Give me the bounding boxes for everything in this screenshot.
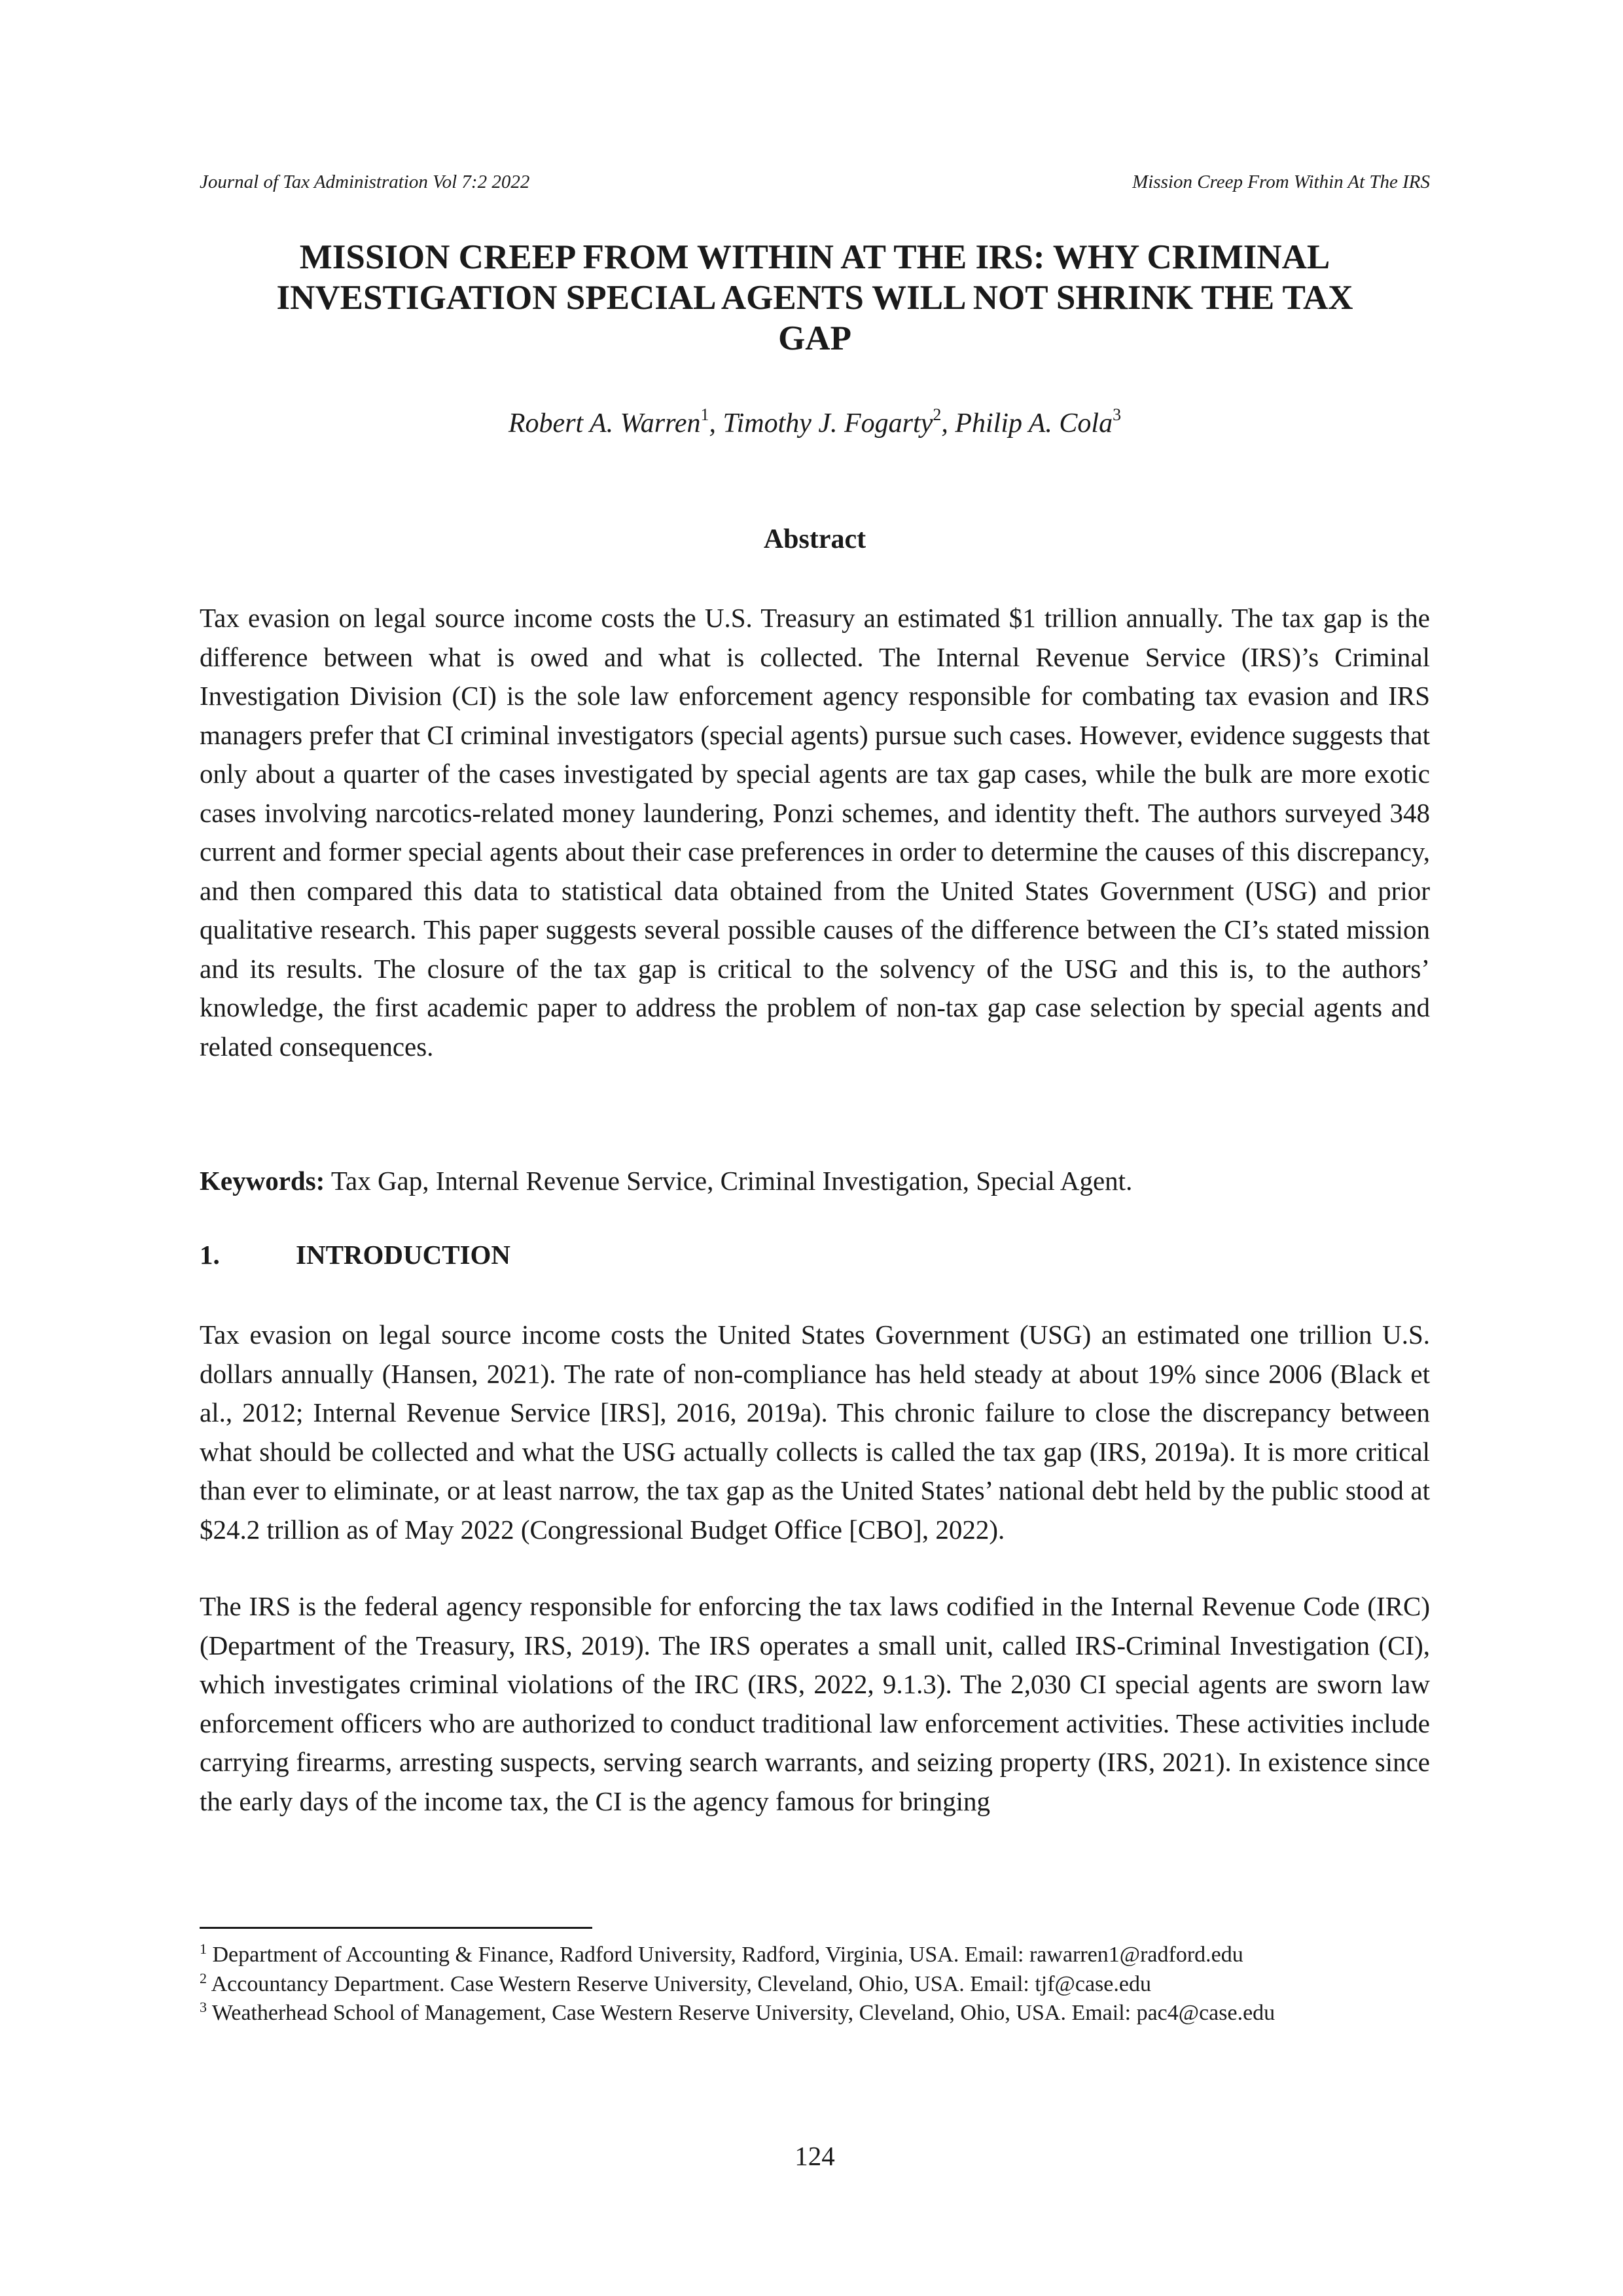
affiliation-mark: 3 [1113,405,1122,424]
footnote-mark: 3 [200,1999,207,2015]
body-paragraph: Tax evasion on legal source income costs the United States Government (USG) an estimated one trillion U.S. dollars annually (Hansen, 2021). The rate of non-compliance has held steady at about 19% since 2006 (Black et al., 2012; Internal Revenue Service [IRS], 2016, 2019a). This chronic failure to close the discrepancy between what should be collected and what the USG actually collects is called the tax gap (IRS, 2019a). It is more critical than ever to eliminate, or at least narrow, the tax gap as the United States’ national debt held by the public stood at $24.2 trillion as of May 2022 (Congressional Budget Office [CBO], 2022). [200,1319,1430,1545]
footnotes [200,1941,1430,2028]
running-header [200,171,1430,193]
author-separator: , [941,408,955,439]
author-name: Robert A. Warren [508,408,701,439]
footnote-text: Weatherhead School of Management, Case Western Reserve University, Cleveland, Ohio, USA. Email: pac4@case.edu [207,2001,1275,2025]
abstract-heading: Abstract [763,524,866,554]
author-name: Timothy J. Fogarty [722,408,933,439]
footnote-mark: 2 [200,1969,207,1986]
footnote [200,1970,1430,2000]
author-separator: , [709,408,723,439]
affiliation-mark: 2 [933,405,942,424]
author-name: Philip A. Cola [955,408,1113,439]
paper-page [200,0,1430,2296]
title-line: GAP [778,319,851,357]
keywords [200,1162,1430,1201]
title-line: INVESTIGATION SPECIAL AGENTS WILL NOT SHRINK THE TAX [276,279,1353,317]
keywords-text: Tax Gap, Internal Revenue Service, Criminal Investigation, Special Agent. [325,1166,1133,1196]
running-title: Mission Creep From Within At The IRS [1132,171,1430,192]
footnote [200,1999,1430,2028]
body-paragraph: The IRS is the federal agency responsible for enforcing the tax laws codified in the Internal Revenue Code (IRC) (Department of the Treasury, IRS, 2019). The IRS operates a small unit, called IRS-Criminal Investigation (CI), which investigates criminal violations of the IRC (IRS, 2022, 9.1.3). The 2,030 CI special agents are sworn law enforcement officers who are authorized to conduct traditional law enforcement activities. These activities include carrying firearms, arresting suspects, serving search warrants, and seizing property (IRS, 2021). In existence since the early days of the income tax, the CI is the agency famous for bringing [200,1591,1430,1816]
abstract-body: Tax evasion on legal source income costs the U.S. Treasury an estimated $1 trillion annually. The tax gap is the difference between what is owed and what is collected. The Internal Revenue Service (IRS)’s Criminal Investigation Division (CI) is the sole law enforcement agency responsible for combating tax evasion and IRS managers prefer that CI criminal investigators (special agents) pursue such cases. However, evidence suggests that only about a quarter of the cases investigated by special agents are tax gap cases, while the bulk are more exotic cases involving narcotics-related money laundering, Ponzi schemes, and identity theft. The authors surveyed 348 current and former special agents about their case preferences in order to determine the causes of this discrepancy, and then compared this data to statistical data obtained from the United States Government (USG) and prior qualitative research. This paper suggests several possible causes of the difference between the CI’s stated mission and its results. The closure of the tax gap is critical to the solvency of the USG and this is, to the authors’ knowledge, the first academic paper to address the problem of non-tax gap case selection by special agents and related consequences. [200,603,1430,1062]
footnote-text: Department of Accounting & Finance, Radford University, Radford, Virginia, USA. Email: rawarren1@radford.edu [207,1943,1243,1967]
footnote [200,1941,1430,1970]
section-title: INTRODUCTION [296,1240,511,1270]
journal-name: Journal of Tax Administration Vol 7:2 2022 [200,171,530,192]
footnote-divider [200,1927,592,1929]
paper-title [200,237,1430,359]
title-line: MISSION CREEP FROM WITHIN AT THE IRS: WHY CRIMINAL [299,238,1330,276]
section-heading-introduction [200,1239,510,1270]
author-list [200,405,1430,439]
footnote-text: Accountancy Department. Case Western Reserve University, Cleveland, Ohio, USA. Email: tjf@case.edu [207,1971,1151,1996]
footnote-mark: 1 [200,1941,207,1957]
page-number: 124 [794,2141,835,2171]
affiliation-mark: 1 [700,405,709,424]
keywords-label: Keywords: [200,1166,325,1196]
section-number: 1. [200,1240,220,1270]
